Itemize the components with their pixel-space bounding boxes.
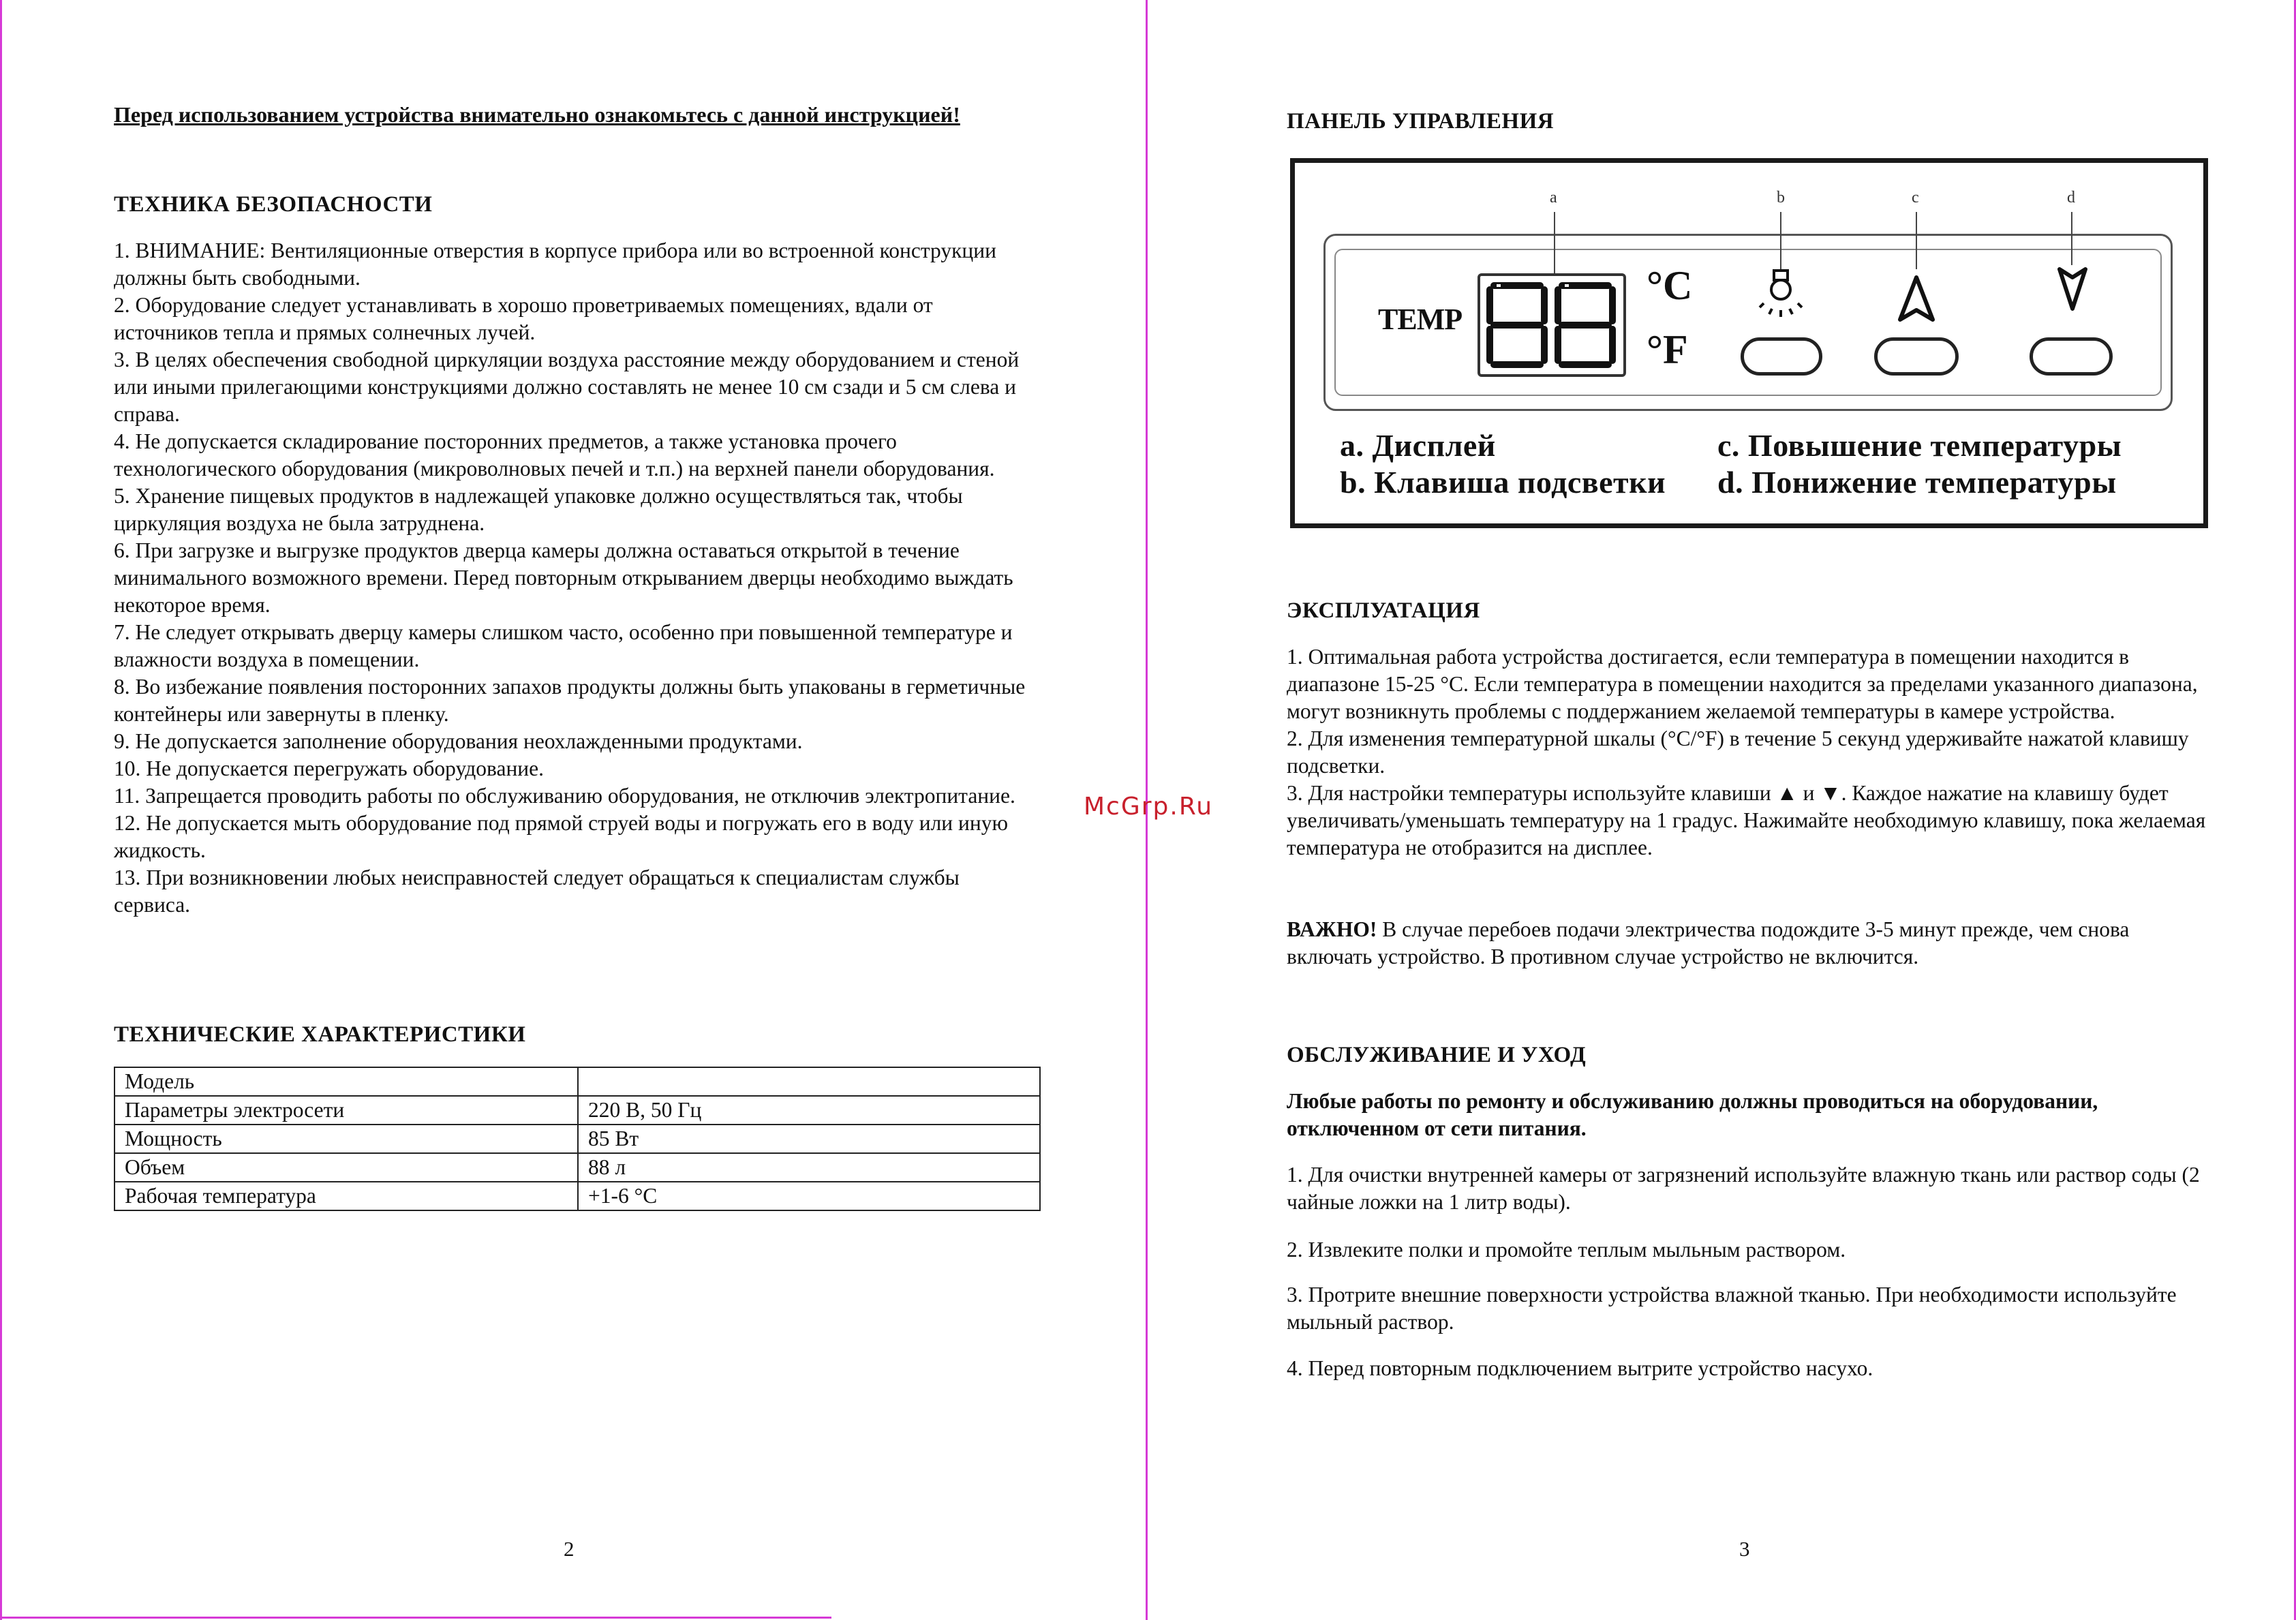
table-row: [114, 1182, 1040, 1210]
operation-item: 3. Для настройки температуры используйте клавиши ▲ и ▼. Каждое нажатие на клавишу будет увеличивать/уменьшать температуру на 1 градус. Нажимайте необходимую клавишу, пока желаемая температура не отобразится на дисплее.: [1287, 781, 2206, 859]
spec-value: +1-6 °С: [578, 1182, 1040, 1210]
safety-item: 9. Не допускается заполнение оборудования неохлажденными продуктами.: [114, 729, 803, 753]
watermark: McGrp.Ru: [1084, 793, 1214, 821]
left-page: [114, 0, 1041, 1620]
spec-value: 88 л: [578, 1153, 1040, 1182]
marker-b: b: [1777, 189, 1785, 207]
care-item: 1. Для очистки внутренней камеры от загрязнений используйте влажную ткань или раствор соды (2 чайные ложки на 1 литр воды).: [1287, 1163, 2200, 1214]
legend-a: a. Дисплей: [1340, 428, 1496, 463]
page-border-left: [0, 0, 2, 1620]
legend-d: d. Понижение температуры: [1717, 465, 2117, 500]
safety-item: 4. Не допускается складирование посторонних предметов, а также установка прочего технологического оборудования (микроволновых печей и т.п.) на верхней панели оборудования.: [114, 429, 995, 480]
spec-label: Параметры электросети: [114, 1096, 578, 1125]
spec-label: Модель: [114, 1067, 578, 1096]
marker-d: d: [2067, 189, 2075, 207]
safety-item: 3. В целях обеспечения свободной циркуляции воздуха расстояние между оборудованием и стеной или иными прилегающими конструкциями должно составлять не менее 10 см сзади и 5 см слева и справа.: [114, 348, 1020, 426]
spec-value: 220 В, 50 Гц: [578, 1096, 1040, 1125]
marker-a-line: [1554, 212, 1555, 275]
important-text: В случае перебоев подачи электричества подождите 3-5 минут прежде, чем снова включать устройство. В противном случае устройство не включится.: [1287, 917, 2130, 968]
page-number: 3: [1739, 1537, 1750, 1561]
light-bulb-icon: [1757, 266, 1805, 318]
spec-label: Рабочая температура: [114, 1182, 578, 1210]
specs-table: [114, 1067, 1041, 1211]
important-note: [1287, 916, 2214, 971]
safety-item: 10. Не допускается перегружать оборудование.: [114, 756, 545, 780]
safety-item: 11. Запрещается проводить работы по обслуживанию оборудования, не отключив электропитание.: [114, 784, 1015, 808]
care-title: ОБСЛУЖИВАНИЕ И УХОД: [1287, 1043, 1587, 1067]
table-row: [114, 1067, 1040, 1096]
page-number: 2: [564, 1537, 575, 1561]
warning-heading: Перед использованием устройства внимательно ознакомьтесь с данной инструкцией!: [114, 102, 960, 127]
safety-title: ТЕХНИКА БЕЗОПАСНОСТИ: [114, 192, 433, 217]
unit-celsius: °C: [1647, 263, 1693, 308]
display-digits: [1478, 273, 1626, 377]
safety-item: 1. ВНИМАНИЕ: Вентиляционные отверстия в корпусе прибора или во встроенной конструкции должны быть свободными.: [114, 239, 997, 290]
care-item: 2. Извлеките полки и промойте теплым мыльным раствором.: [1287, 1238, 1846, 1262]
spec-value: 85 Вт: [578, 1125, 1040, 1153]
light-button[interactable]: [1741, 337, 1822, 376]
safety-item: 12. Не допускается мыть оборудование под прямой струей воды и погружать его в воду или иную жидкость.: [114, 811, 1009, 862]
arrow-down-icon: [2057, 266, 2088, 311]
temp-up-button[interactable]: [1874, 337, 1959, 376]
temp-down-button[interactable]: [2030, 337, 2113, 376]
table-row: [114, 1153, 1040, 1182]
arrow-up-icon: [1897, 275, 1935, 322]
legend-c: c. Повышение температуры: [1717, 428, 2122, 463]
safety-item: 2. Оборудование следует устанавливать в хорошо проветриваемых помещениях, вдали от источников тепла и прямых солнечных лучей.: [114, 293, 933, 344]
spec-label: Объем: [114, 1153, 578, 1182]
safety-item: 7. Не следует открывать дверцу камеры слишком часто, особенно при повышенной температуре и влажности воздуха в помещении.: [114, 620, 1013, 671]
marker-a: a: [1550, 189, 1557, 207]
marker-c-line: [1916, 212, 1917, 269]
marker-d-line: [2071, 212, 2072, 265]
seven-segment-display: [1480, 276, 1623, 374]
table-row: [114, 1125, 1040, 1153]
operation-item: 2. Для изменения температурной шкалы (°С/°F) в течение 5 секунд удерживайте нажатой клавишу подсветки.: [1287, 727, 2189, 778]
temp-label: TEMP: [1378, 303, 1463, 336]
panel-title: ПАНЕЛЬ УПРАВЛЕНИЯ: [1287, 109, 1555, 134]
spec-label: Мощность: [114, 1125, 578, 1153]
care-item: 3. Протрите внешние поверхности устройства влажной тканью. При необходимости используйте мыльный раствор.: [1287, 1283, 2177, 1334]
unit-fahrenheit: °F: [1647, 327, 1688, 372]
control-panel-diagram: [1290, 158, 2208, 528]
safety-item: 5. Хранение пищевых продуктов в надлежащей упаковке должно осуществляться так, чтобы циркуляция воздуха не была затруднена.: [114, 484, 963, 535]
operation-list: [1287, 643, 2214, 861]
operation-title: ЭКСПЛУАТАЦИЯ: [1287, 598, 1480, 623]
table-row: [114, 1096, 1040, 1125]
safety-item: 8. Во избежание появления посторонних запахов продукты должны быть упакованы в герметичные контейнеры или завернуты в пленку.: [114, 675, 1026, 726]
care-warning: Любые работы по ремонту и обслуживанию должны проводиться на оборудовании, отключенном от сети питания.: [1287, 1089, 2098, 1140]
operation-item: 1. Оптимальная работа устройства достигается, если температура в помещении находится в диапазоне 15-25 °С. Если температура в помещении находится за пределами указанного диапазона, могут возникнуть проблемы с поддержанием желаемой температуры в камере устройства.: [1287, 645, 2198, 723]
safety-list: [114, 237, 1041, 919]
safety-item: 13. При возникновении любых неисправностей следует обращаться к специалистам службы сервиса.: [114, 866, 960, 917]
marker-c: c: [1912, 189, 1919, 207]
important-label: ВАЖНО!: [1287, 917, 1377, 941]
care-item: 4. Перед повторным подключением вытрите устройство насухо.: [1287, 1356, 1873, 1380]
specs-title: ТЕХНИЧЕСКИЕ ХАРАКТЕРИСТИКИ: [114, 1022, 526, 1047]
legend-b: b. Клавиша подсветки: [1340, 465, 1666, 500]
marker-b-line: [1780, 212, 1781, 269]
spec-value: [578, 1067, 1040, 1096]
safety-item: 6. При загрузке и выгрузке продуктов дверца камеры должна оставаться открытой в течение минимального возможного времени. Перед повторным открыванием дверцы необходимо выждать некоторое время.: [114, 538, 1013, 617]
